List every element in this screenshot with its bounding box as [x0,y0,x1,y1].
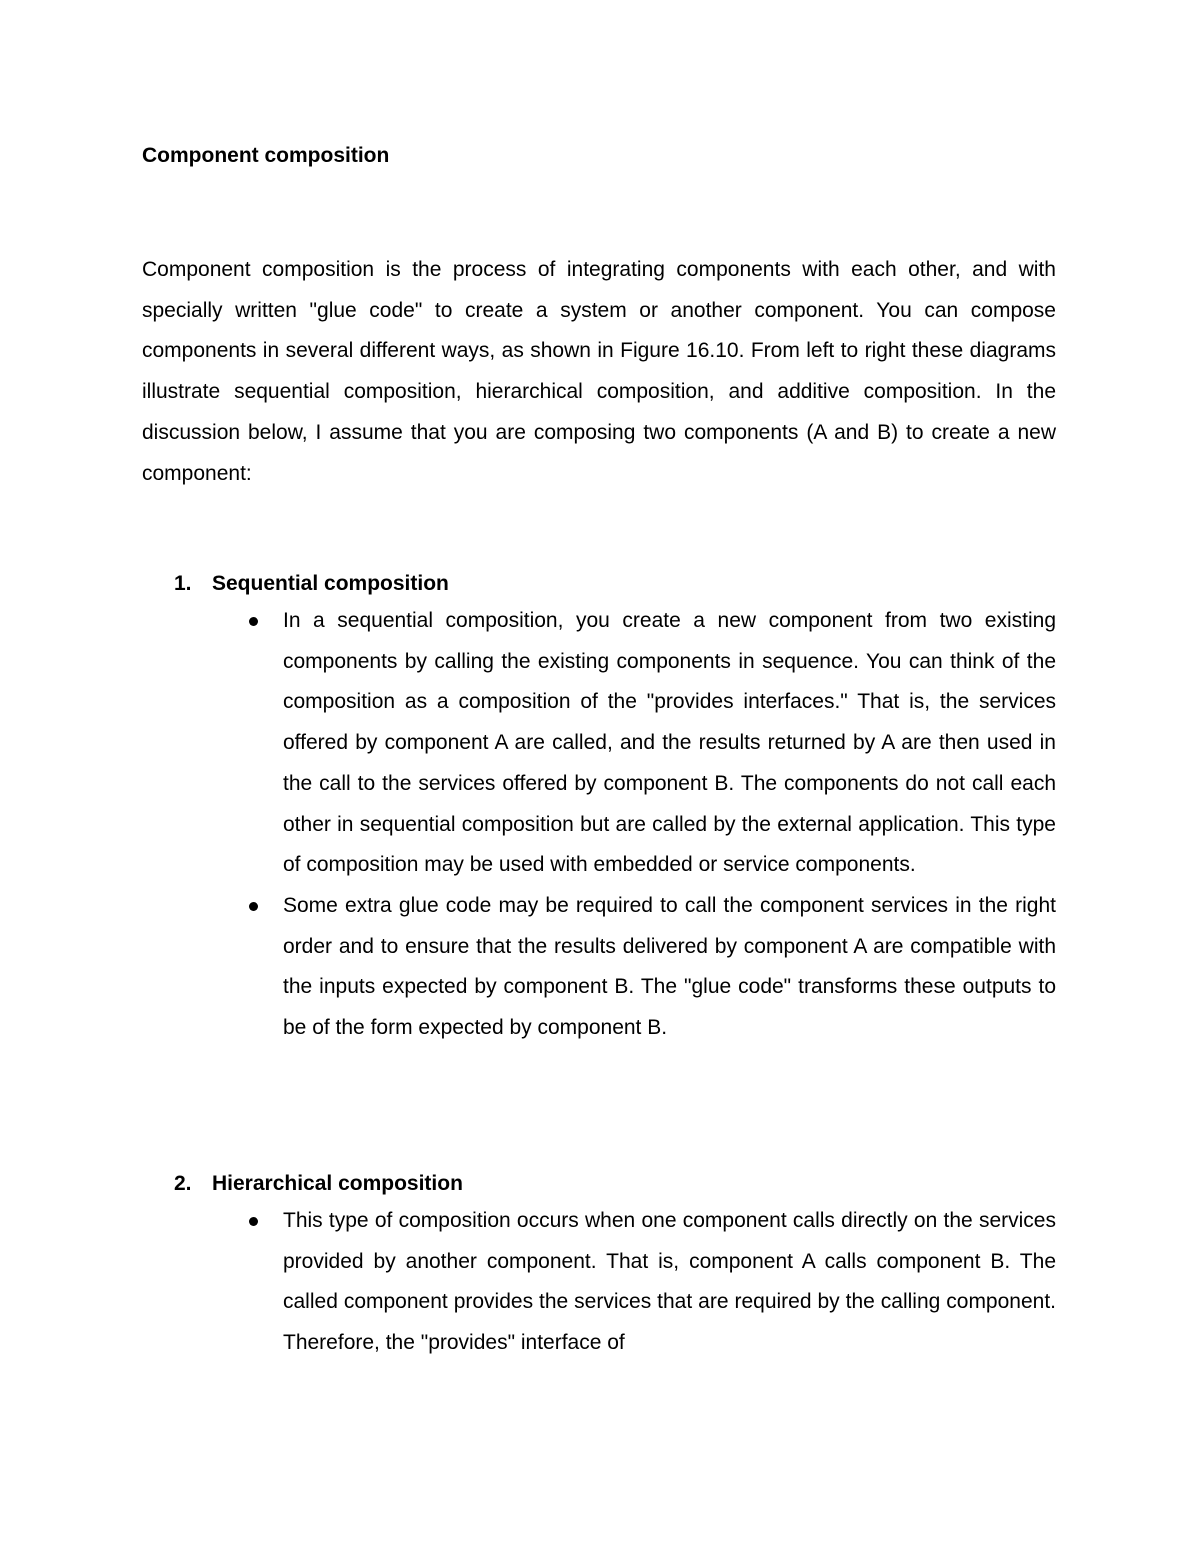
section-number: 1. [174,572,192,595]
list-item [142,1201,1056,1364]
bullet-text: This type of composition occurs when one component calls directly on the services provided by another component. That is, component A calls component B. The called component provides the services that are required by the calling component. Therefore, the "provides" interface of [283,1209,1056,1355]
bullet-icon [249,1217,258,1226]
section-number: 2. [174,1172,192,1195]
section-heading-text: Sequential composition [212,572,449,595]
bullet-text: In a sequential composition, you create a new component from two existing components by calling the existing components in sequence. You can think of the composition as a composition of the "provides interfaces." That is, the services offered by component A are called, and the results returned by A are then used in the call to the services offered by component B. The components do not call each other in sequential composition but are called by the external application. This type of composition may be used with embedded or service components. [283,609,1056,877]
bullet-icon [249,902,258,911]
section-heading-text: Hierarchical composition [212,1172,463,1195]
bullet-text: Some extra glue code may be required to call the component services in the right order and to ensure that the results delivered by component A are compatible with the inputs expected by component B. The "glue code" transforms these outputs to be of the form expected by component B. [283,893,1056,1040]
list-item [142,601,1056,886]
bullet-list [142,1201,1056,1364]
bullet-icon [249,617,258,626]
list-item [142,886,1056,1049]
section-hierarchical-composition [142,1167,1056,1364]
intro-paragraph: Component composition is the process of integrating components with each other, and with specially written "glue code" to create a system or another component. You can compose components in several different ways, as shown in Figure 16.10. From left to right these diagrams illustrate sequential composition, hierarchical composition, and additive composition. In the discussion below, I assume that you are composing two components (A and B) to create a new component: [142,258,1056,485]
bullet-list [142,601,1056,1049]
section-sequential-composition [142,567,1056,1049]
page-title: Component composition [142,144,390,167]
section-heading [142,567,1056,601]
section-heading [142,1167,1056,1201]
